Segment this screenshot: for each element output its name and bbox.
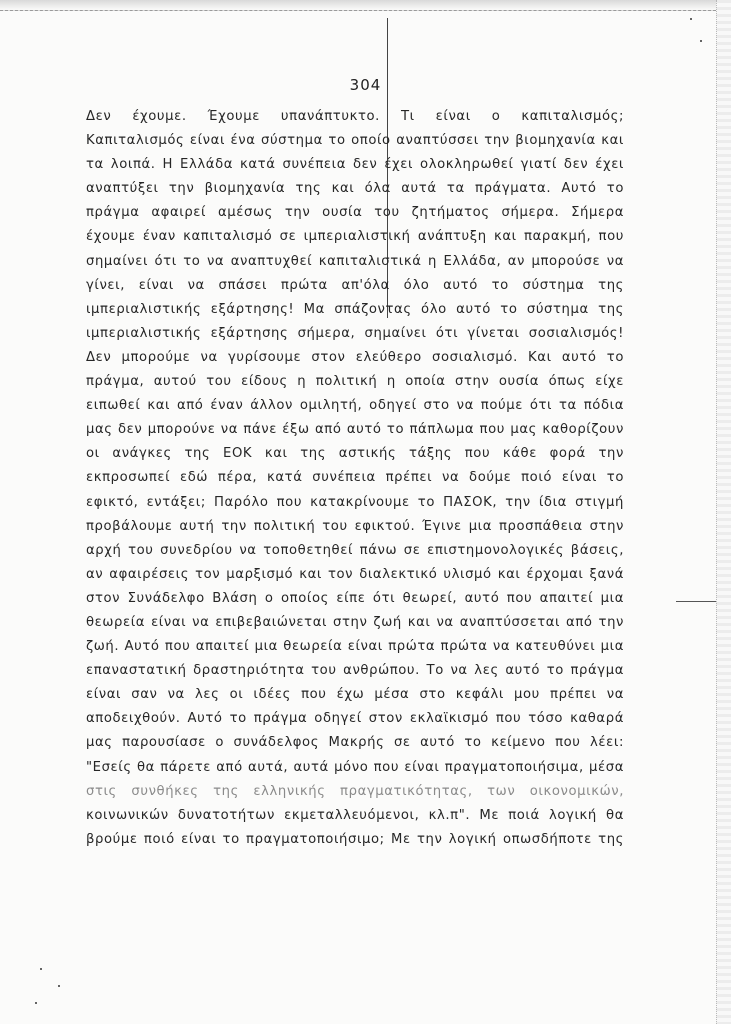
text-line: αρχή του συνεδρίου να τοποθετηθεί πάνω σε επιστημονολογικές βάσεις,	[86, 542, 624, 558]
text-line: γίνει, είναι να σπάσει πρώτα απ'όλα όλο αυτό το σύστημα της	[86, 277, 624, 293]
page-number: 304	[349, 76, 382, 94]
text-line: εκπροσωπεί εδώ πέρα, κατά συνέπεια πρέπει να δούμε ποιό είναι το	[86, 470, 624, 486]
scan-speck	[35, 1002, 37, 1004]
body-text	[86, 105, 624, 852]
scan-speck	[690, 18, 692, 20]
text-line: βρούμε ποιό είναι το πραγματοποιήσιμο; Με την λογική οπωσδήποτε της	[86, 831, 624, 847]
text-line: ιμπεριαλιστικής εξάρτησης σήμερα, σημαίνει ότι γίνεται σοσιαλισμός!	[86, 325, 624, 341]
text-line: ζωή. Αυτό που απαιτεί μια θεωρεία είναι πρώτα πρώτα να κατευθύνει μια	[86, 639, 624, 655]
text-line: είναι σαν να λες οι ιδέες που έχω μέσα στο κεφάλι μου πρέπει να	[86, 687, 624, 703]
text-line: Καπιταλισμός είναι ένα σύστημα το οποίο αναπτύσσει την βιομηχανία και	[86, 133, 624, 149]
text-line: έχουμε έναν καπιταλισμό σε ιμπεριαλιστική ανάπτυξη και παρακμή, που	[86, 229, 624, 245]
text-line: κοινωνικών δυνατοτήτων εκμεταλλευόμενοι, κλ.π". Με ποιά λογική θα	[86, 807, 624, 823]
text-line: οι ανάγκες της ΕΟΚ και της αστικής τάξης που κάθε φορά την	[86, 446, 624, 462]
text-line: στις συνθήκες της ελληνικής πραγματικότητας, των οικονομικών,	[86, 783, 624, 799]
text-line: θεωρεία είναι να επιβεβαιώνεται στην ζωή και να αναπτύσσεται από την	[86, 614, 624, 630]
text-line: Δεν έχουμε. Έχουμε υπανάπτυκτο. Τι είναι ο καπιταλισμός;	[86, 109, 624, 124]
scan-speck	[58, 985, 60, 987]
text-line: αποδειχθούν. Αυτό το πράγμα οδηγεί στον εκλαϊκισμό που τόσο καθαρά	[86, 711, 624, 727]
text-line: τα λοιπά. Η Ελλάδα κατά συνέπεια δεν έχει ολοκληρωθεί γιατί δεν έχει	[86, 157, 624, 173]
text-line: προβάλουμε αυτή την πολιτική του εφικτού. Έγινε μια προσπάθεια στην	[86, 518, 624, 534]
text-line: "Εσείς θα πάρετε από αυτά, αυτά μόνο που είναι πραγματοποιήσιμα, μέσα	[86, 759, 624, 775]
text-line: πράγμα αφαιρεί αμέσως την ουσία του ζητήματος σήμερα. Σήμερα	[86, 205, 624, 221]
scan-speck	[40, 968, 42, 970]
text-line: Δεν μπορούμε να γυρίσουμε στον ελεύθερο σοσιαλισμό. Και αυτό το	[86, 349, 624, 365]
text-line: στον Συνάδελφο Βλάση ο οποίος είπε ότι θεωρεί, αυτό που απαιτεί μια	[86, 590, 624, 606]
text-line: μας παρουσίασε ο συνάδελφος Μακρής σε αυτό το κείμενο που λέει:	[86, 735, 624, 751]
text-line: αναπτύξει την βιομηχανία της και όλα αυτά τα πράγματα. Αυτό το	[86, 181, 624, 197]
text-line: ειπωθεί και από έναν άλλον ομιλητή, οδηγεί στο να πούμε ότι τα πόδια	[86, 398, 624, 414]
scan-speck	[700, 40, 702, 42]
text-line: μας δεν μπορούνε να πάνε έξω από αυτό το πάπλωμα που μας καθορίζουν	[86, 422, 624, 438]
scan-right-edge	[716, 0, 731, 1024]
text-line: πράγμα, αυτού του είδους η πολιτική η οποία στην ουσία όπως είχε	[86, 374, 624, 390]
text-line: εφικτό, εντάξει; Παρόλο που κατακρίνουμε το ΠΑΣΟΚ, την ίδια στιγμή	[86, 494, 624, 510]
text-line: ιμπεριαλιστικής εξάρτησης! Μα σπάζοντας όλο αυτό το σύστημα της	[86, 301, 624, 317]
text-line: σημαίνει ότι το να αναπτυχθεί καπιταλιστικά η Ελλάδα, αν μπορούσε να	[86, 253, 624, 269]
margin-mark	[676, 601, 716, 602]
text-line: επαναστατική δραστηριότητα του ανθρώπου. Το να λες αυτό το πράγμα	[86, 663, 624, 679]
scan-top-edge	[0, 0, 731, 11]
text-line: αν αφαιρέσεις τον μαρξισμό και τον διαλεκτικό υλισμό και έρχομαι ξανά	[86, 566, 624, 582]
